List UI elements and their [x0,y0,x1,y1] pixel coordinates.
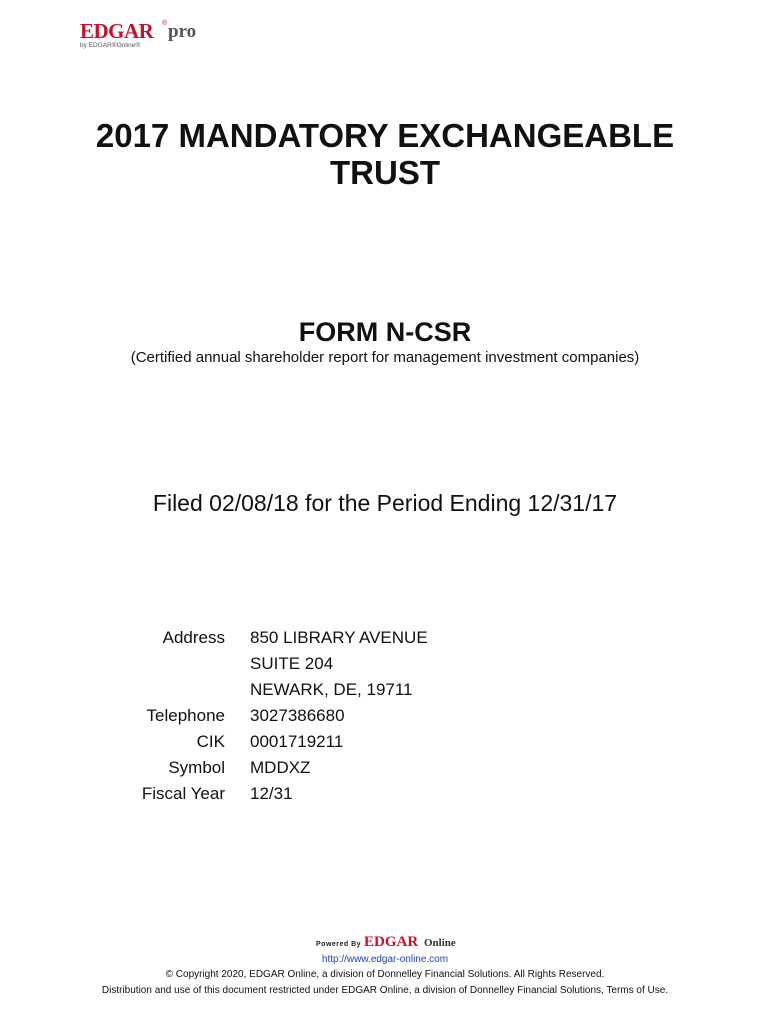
cik-value: 0001719211 [250,732,344,751]
address-line-2: SUITE 204 [250,654,334,673]
telephone-row [0,703,770,729]
address-line-1: 850 LIBRARY AVENUE [250,628,428,647]
logo-byline: by EDGAR®Online® [80,42,141,49]
powered-by-edgar-online-logo [316,934,476,954]
logo-registered-mark: ® [162,20,168,27]
form-description: (Certified annual shareholder report for management investment companies) [130,349,640,366]
cik-row [0,729,770,755]
copyright-notice: © Copyright 2020, EDGAR Online, a division of Donnelley Financial Solutions. All Rights Reserved. [165,969,605,980]
fiscal-year-value: 12/31 [250,784,293,803]
logo-suffix: pro [168,21,197,42]
edgar-pro-logo [80,20,220,52]
form-title: FORM N-CSR [298,317,472,347]
fiscal-year-row [0,781,770,807]
fiscal-year-label: Fiscal Year [141,784,225,803]
address-label: Address [162,628,225,647]
symbol-row [0,755,770,781]
address-row-3 [0,677,770,703]
address-line-3: NEWARK, DE, 19711 [250,680,413,699]
filing-period: Filed 02/08/18 for the Period Ending 12/31/17 [152,490,618,516]
cik-label: CIK [196,732,225,751]
logo-brand: EDGAR [80,19,154,43]
distribution-notice: Distribution and use of this document restricted under EDGAR Online, a division of Donnelley Financial Solutions, Terms of Use. [101,985,669,996]
powered-brand: EDGAR [364,934,419,950]
address-row-2 [0,651,770,677]
symbol-label: Symbol [168,758,225,777]
company-name: 2017 MANDATORY EXCHANGEABLE TRUST [95,117,675,191]
company-details [0,625,770,807]
address-row [0,625,770,651]
edgar-online-link[interactable]: http://www.edgar-online.com [321,954,449,965]
powered-suffix: Online [424,937,456,949]
telephone-value: 3027386680 [250,706,345,725]
telephone-label: Telephone [146,706,225,725]
symbol-value: MDDXZ [250,758,311,777]
powered-by-text: Powered By [316,941,362,948]
